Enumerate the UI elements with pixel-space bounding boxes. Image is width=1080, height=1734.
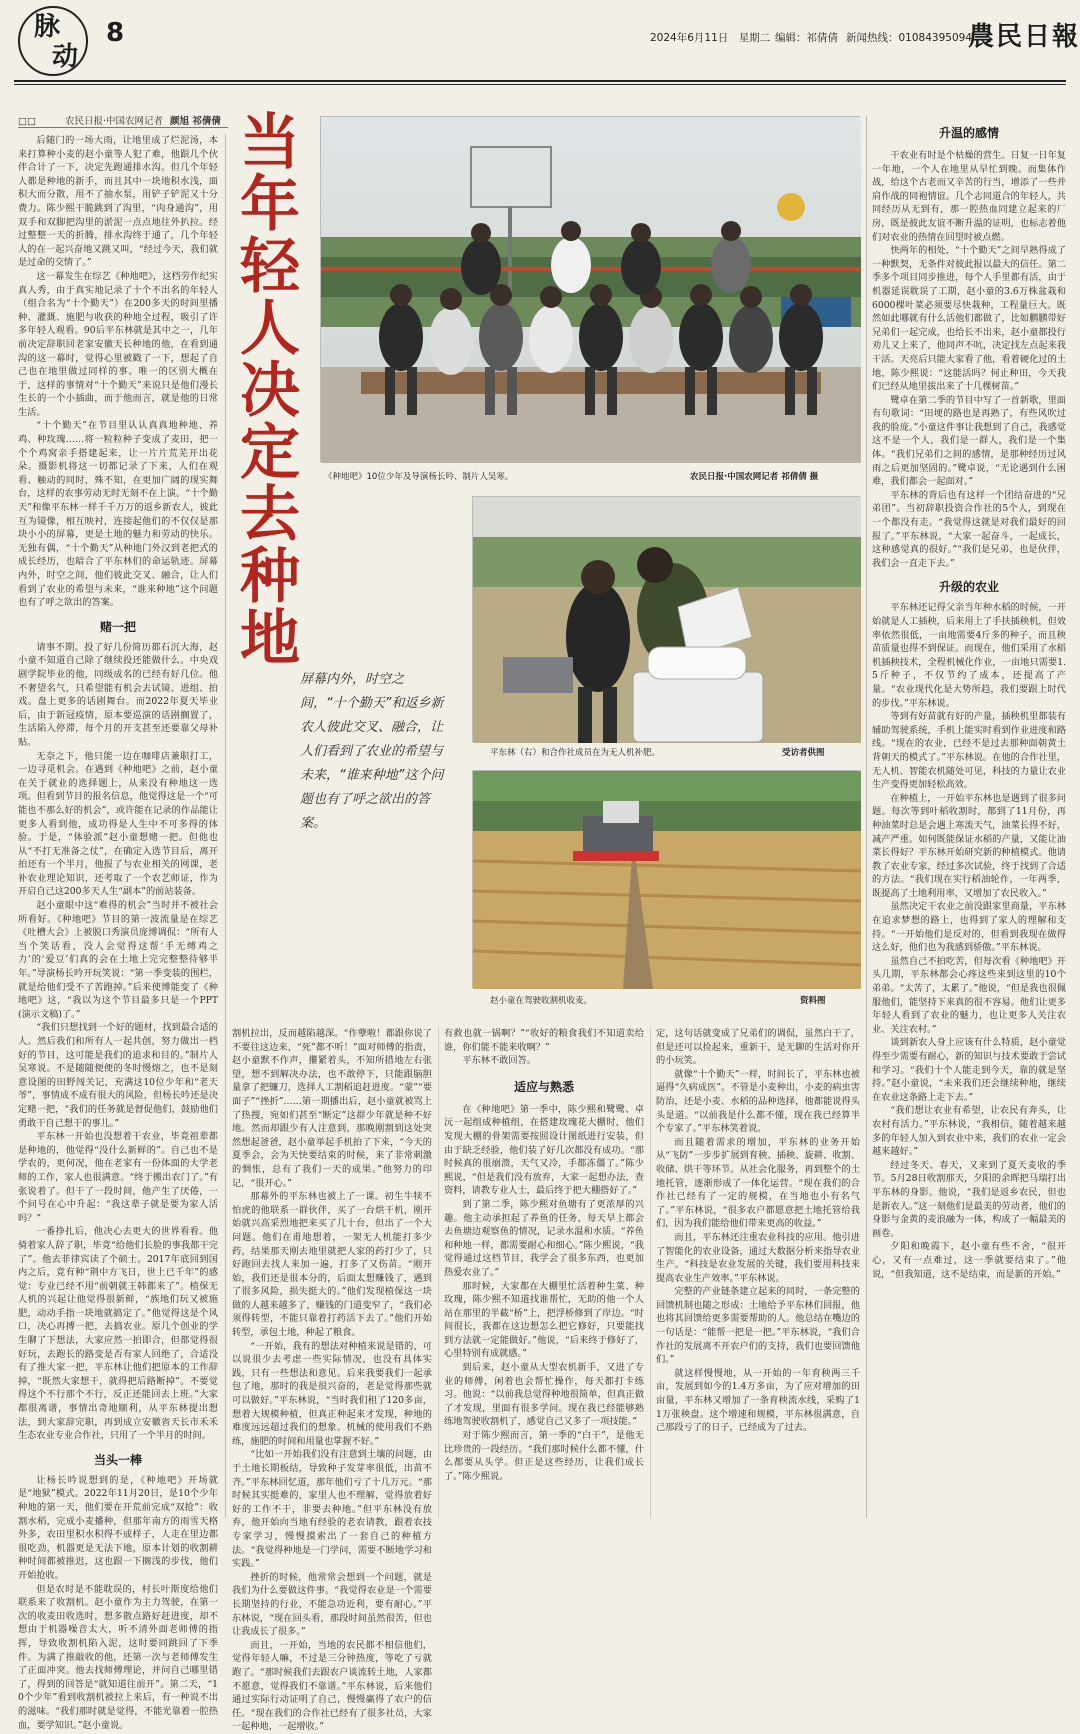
col1-p11: 但是农时是不能耽误的，村长叶斯度给他们联系来了收割机。赵小童作为主力驾驶，在第一次的收麦田收选时，想多散点路好赶进度，却不想由于机器噪音太大，听不清外面老师傅的指挥，导致收割机陷入泥，这时要同跳回了下季件。为满了推敲收的他，还第一次与老师傅发生了正面冲突。他去找师傅理论，并问自己哪里错了，得到的回答是“就知道往前开”。第二天，“10个少年”看到收割机被拉上来后，有一种说不出的滋味。“我们那时就是觉得，不能光靠着一腔热血，要学知识。”赵小童说。 [18, 1583, 218, 1731]
col5-p7: 在种植上，一开始平东林也是遇到了很多问题。每次等到叶稻收割时，都到了11月份，再种油菜时总是会遇上寒流天气，油菜长得不好，减产严重。如何既能保证水稻的产量，又能让油菜长得好？平东林开始研究新的种植模式。他请教了农业专家，经过多次试验，终于找到了合适的方法。“我们现在实行稻油轮作，一年两季，既提高了土地利用率，又增加了农民收入。” [872, 792, 1066, 899]
col1-p5: 无奈之下，他只能一边在咖啡店兼职打工，一边寻觅机会。在遇到《种地吧》之前，赵小童在关于就业的选择题上，从来没有种地这一选项。但看到节目的报名信息，他觉得这是一个“可能也不那么好的机会”，或许能在记录的作品能让更多人看到他，成功得是人生中不可多得的体验。于是，“体验派”赵小童想赌一把。但他也从“不打无准备之仗”，在确定入选节目后，离开拍还有一个半月，他报了与农业相关的网课，老补农业理论知识，还考取了一个农艺师证，作为开启自己这200多天人生“副本”的前站装备。 [18, 750, 218, 898]
col4-p1: 定，这句话就变成了兄弟们的调侃，虽然白干了，但是还可以捡起来，重新干，是无聊的生活对你开的小玩笑。 [656, 1028, 860, 1067]
headline: 当年轻人决定去种地 [230, 110, 300, 668]
byline-text: 农民日报·中国农网记者 [64, 116, 164, 127]
page-number: 8 [106, 18, 125, 48]
group-photo-credit: 农民日报·中国农网记者 祁倩倩 摄 [690, 472, 819, 482]
editor-name: 编辑：祁倩倩 [775, 32, 838, 44]
header-rule-thin [14, 84, 1066, 85]
group-photo-image [321, 117, 861, 463]
section-char-2: 动 [52, 42, 79, 72]
byline-names: 颜旭 祁倩倩 [170, 116, 221, 127]
header-rule [14, 80, 1066, 82]
column-divider-1 [225, 134, 226, 1518]
col3-p7: 对于陈少熙而言，第一季的“白干”，是他无比珍贵的一段经历。“我们那时候什么都不懂，什么都要从头学。但正是这些经历，让我们成长了。”陈少熙说。 [444, 1430, 644, 1482]
group-photo-caption: 《种地吧》10位少年及导演杨长吟、制片人吴寒。 [324, 472, 514, 482]
column-4 [656, 1027, 860, 1518]
col5-p8: 虽然决定干农业之前没跟家里商量，平东林在追求梦想的路上，也得到了家人的理解和支持。“一开始他们是反对的，但看到我现在做得这么好，他们也为我感到骄傲。”平东林说。 [872, 901, 1066, 954]
byline-prefix: □□ [18, 116, 36, 127]
news-hotline: 新闻热线：01084395094 [846, 32, 972, 44]
col3-p4: 到了第二季，陈少熙对鱼塘有了更浓厚的兴趣。他主动承担起了养鱼的任务，每天早上都会去鱼塘边观察鱼的情况，记录水温和水质。“养鱼和种地一样，都需要耐心和细心。”陈少熙说，“我觉得通过这档节目，我学会了很多东西，也更加热爱农业了。” [444, 1198, 644, 1278]
col2-p4: “比如一开始我们没有注意到土壤的问题，由于土地长期板结，导致种子发芽率很低，出苗不齐。”平东林回忆道，那年他们亏了十几万元。“那时候其实挺难的，家里人也不理解，觉得放着好好的工作不干，非要去种地。”但平东林没有放弃，他开始向当地有经验的老农请教，跟着农技专家学习，慢慢摸索出了一套自己的种植方法。“我觉得种地是一门学问，需要不断地学习和实践。” [232, 1449, 432, 1570]
drone-photo-credit: 受访者供图 [782, 748, 825, 758]
column-2 [232, 1027, 432, 1733]
col4-p6: 就这样慢慢地，从一开始的一年育秧两三千亩，发展到如今的1.4万多亩，为了应对增加的田亩量，平东林又增加了一条育秧流水线，采购了11万张秧盘。这个增速和规模，平东林很满意，自己那段亏了的日子，已经成为了过去。 [656, 1367, 860, 1434]
col5-p13: 夕阳和晚霞下，赵小童有些不舍，“很开心，又有一点难过，这一季就要结束了。”他说，“但我知道，这不是结束，而是新的开始。” [872, 1241, 1066, 1280]
byline-rule [18, 127, 228, 128]
col2-p3: “一开始，我有的想法对种植来说是错的，可以说很少去考虑一些实际情况，也没有具体实践，只有一些想法和意见。后来我要我们一起承包了地，那时的我是很兴奋的，老是觉得那些就可以做好。”平东林说，“当时我们租了120多亩，想着大规模种植，但真正种起来才发现，种地的难度远远超过我们的想象。机械的使用我们不熟练，施肥的时间和用量也掌握不好。” [232, 1340, 432, 1447]
column-divider-5 [866, 116, 867, 1518]
col1-p4: 请事不期。投了好几份简历都石沉大海，赵小童不知道自己除了继续投还能做什么。中央戏剧学院毕业的他，同级成名的已经有好几位。他不奢望名气，只希望能有机会去试镜、进组、拍戏。盘上更多的话剧舞台。而2022年夏天毕业后，由于新冠疫情，原本要巡演的话剧搁置了，生活陷入停滞，每个月的开支甚至还要靠父母补贴。 [18, 641, 218, 748]
col5-subhead-1: 升温的感情 [938, 126, 999, 140]
col3-p5: 那时候，大家都在大棚里忙活着种生菜、种玫瑰，陈少熙不知道找谁帮忙，无助的他一个人站在那里的半截“桥”上，把浮桥修到了岸边。“时间很长，我都在这边想怎么把它修好，只要能找到方法就一定能做好。”他说，“后来终于修好了，心里特别有成就感。” [444, 1280, 644, 1360]
harvest-photo-credit: 资料图 [800, 996, 826, 1006]
harvest-photo-image [473, 771, 861, 989]
col5-p11: “我们想让农业有希望，让农民有奔头，让农村有活力。”平东林说，“我相信，随着越来越多的年轻人加入到农业中来，我们的农业一定会越来越好。” [872, 1105, 1066, 1158]
col1-p7: “我们只想找到一个好的题材，找到最合适的人。然后我们和所有人一起共创，努力做出一档好的节目，这可能是我们的追求和目的。”制片人吴寒说。不是随随便便的冬时慢熔之，也不是刻意设图的田野闯关记，充满这10位少年和“老天爷”，事情成不成有很大的风险，但杨长吟还是决定赌一把，“我们的任务就是督促他们，鼓励他们勇敢干自己想干的事儿。” [18, 1022, 218, 1129]
col1-subhead-2: 当头一棒 [93, 1452, 142, 1467]
lead-paragraph: 屏幕内外，时空之间，“十个勤天”和返乡新农人彼此交叉、融合，让人们看到了农业的希望与未来，“谁来种地”这个问题也有了呼之欲出的答案。 [300, 672, 444, 831]
section-char-1: 脉 [34, 12, 61, 42]
col4-p2: 就像“十个勤天”一样，时间长了，平东林也被逼得“久病成医”。不管是小麦种出，小麦的病虫害防治，还是小麦、水稻的品种选择，他都能说得头头是道。“以前我是什么都不懂，现在我已经算半个专家了。”平东林笑着说。 [656, 1068, 860, 1135]
col5-p4: 平东林的背后也有这样一个团结奋进的“兄弟团”。当初辞职投资合作社的5个人，到现在一个都没有走。“我觉得这就是对我们最好的回报了。”平东林说，“大家一起奋斗，一起成长，这种感觉真的很好。”“我们是兄弟，也是伙伴，我们会一直走下去。” [872, 489, 1066, 569]
column-5 [872, 122, 1066, 1518]
col5-p5: 平东林还记得父亲当年种水稻的时候，一开始就是人工插秧，后来用上了手扶插秧机，但效率依然很低，一亩地需要4斤多的种子，而且秧苗质量也得不到保证。而现在，他们采用了水稻机插秧技术，全程机械化作业，一亩地只需要1.5斤种子，不仅节约了成本，还提高了产量。“农业现代化是大势所趋，我们要跟上时代的步伐。”平东林说。 [872, 602, 1066, 709]
column-3 [444, 1027, 644, 1518]
col5-p1: 干农业有时是个枯燥的营生。日复一日年复一年地，一个人在地里从早忙到晚。而集体作战，给这个古老而又辛苦的行当，增添了一些并肩作战的同袍情谊。几个志同道合的年轻人，共同经历从无到有，那一腔热血同建立起来的厂房，既是彼此友谊不断升温的证明，也标志着他们对农业的热情在回望时被点燃。 [872, 150, 1066, 243]
col5-p3: 鹭卓在第二季的节目中写了一首新歌，里面有句歌词：“田埂的路也是再熟了，有些风吹过我的脸庞。”小童这件事让我想到了自己，我感觉这不是一个人，我们是一群人，我们是一个集体。“我们兄弟们之间的感情，是那种经历过风雨之后更加坚固的。”鹭卓说，“无论遇到什么困难，我们都会一起面对。” [872, 394, 1066, 488]
col1-p9: 一番挣扎后，他决心去更大的世界看看。他骑着家人辞了职，毕竟“给他们长脸的事我都干完了”。他去菲律宾读了个硕士。2017年底回到国内之后，竟有种“荆中方飞日，世上已千年”的感觉：专业已经不用“前朝就王韩都来了”。植保无人机的兴起让他觉得很新鲜，“族地们玩又被施肥，动动手指一块地就搞定了。”他觉得这是个风口，决心再搏一把，去搞农业。原几个创业的学生聊了下想法，大家应然一拍即合，但都觉得很好玩，去跑长的路变是否有家人回绝了，合适没有了推大家一把，平东林让他们把原本的工作辞掉，“既然大家想干，就得把后路断掉”。不要觉得这个不行那个不行，反正还能回去上班。”大家都很离谱，事情出奇地顺利，从平东林提出想法，到大家辞完职，再到成立安徽省天长市禾禾生态农业专业合作社，只用了一个半月的时间。 [18, 1226, 218, 1442]
col3-p3: 在《种地吧》第一季中，陈少熙和鹭鹭、卓沅一起组成种植组，在搭建玫瑰花大棚时，他们发现大棚的骨架需要按照设计图纸进行安装，但由于缺乏经验，他们装了好几次都没有成功。“那时候真的很崩溃，天气又冷，手都冻僵了。”陈少熙说，“但是我们没有放弃，大家一起想办法，查资料，请教专业人士，最后终于把大棚搭好了。” [444, 1103, 644, 1197]
issue-date: 2024年6月11日 星期二 [650, 32, 771, 44]
col3-p2: 平东林不敢回答。 [462, 1055, 536, 1067]
drone-photo-caption: 平东林（右）和合作社成员在为无人机补肥。 [490, 748, 661, 758]
group-photo [320, 116, 860, 462]
harvest-photo-caption: 赵小童在驾驶收割机收麦。 [490, 996, 593, 1006]
column-divider-2 [438, 1027, 439, 1518]
drone-photo-image [473, 497, 861, 743]
byline [18, 113, 228, 127]
col5-subhead-2: 升级的农业 [938, 580, 999, 595]
col5-p10: 谈到新农人身上应该有什么特质，赵小童觉得至少需要有耐心，新的知识与技术要敢于尝试和学习。“我们十个人能走到今天，靠的就是坚持。”赵小童说，“未来我们还会继续种地，继续在农业这条路上走下去。” [872, 1037, 1066, 1103]
col3-p1: 有救也就一锅啊？”“收好的粮食我们不知道卖给谁，你们能不能来收啊？” [444, 1028, 644, 1053]
harvest-photo [472, 770, 860, 988]
col5-p2: 快两年的相处，“十个勤天”之间早熟得成了一种默契，无条件对彼此报以最大的信任。第二季多个项目同步推进，每个人手里都有活，由于机器延误耽误了工期，赵小童的3.6万株盆栽和6000棵叶菜必须要尽快栽种，工程量巨大。既然如此哪就有什么活他们都做了，比如鹏鹏带好兄弟们一起完成，也给长不出来，赵小童都投行劝儿又上来了，他同声不吭，决定找左点起来我干活。天亮后只能大家看了他，看着硬化过的土地，陈少熙说：“这能活吗？何止种田，今天我们已经从地里拔出来了十几棵树苗。” [872, 245, 1066, 393]
masthead-logo: 農民日報 [968, 22, 1080, 52]
col4-p3: 而且随着需求的增加，平东林的业务开始从“飞防”一步步扩展到育秧、插秧、旋耕、收割、收储、烘干等环节。从社会化服务，再到整个的土地托管，逐渐形成了一体化运营。“现在我们的合作社已经有了一定的规模，在当地也小有名气了。”平东林说，“很多农户都愿意把土地托管给我们，因为我们能给他们带来更高的收益。” [656, 1136, 860, 1230]
column-1 [18, 134, 218, 1731]
col5-p6: 等到有好苗就有好的产量，插秧机里都装有辅助驾驶系统，手机上能实时看到作业进度和路线。“现在的农业，已经不是过去那种面朝黄土背朝天的模式了。”平东林说。在他的合作社里，无人机、智能农机随处可见，科技的力量让农业生产变得更加轻松高效。 [872, 711, 1066, 791]
col1-p6: 赵小童眼中这“难得的机会”当时并不被社会所看好。《种地吧》节目的第一波流量是在综艺《吐槽大会》上被脱口秀演员庞博调侃：“所有人当个笑话看，没人会觉得这帮‘手无缚鸡之力’的‘爱豆’们真的会在土地上完完整整待够半年。”导演杨长吟开玩笑说：“第一季变装的围栏，就是给他们受不了苦跑掉。”后来使博能变了《种地吧》这，“我以为这个节目最多只是一个PPT(演示文稿)了。” [18, 900, 218, 1020]
col4-p4: 而且，平东林还注重农业科技的应用。他引进了智能化的农业设备，通过大数据分析来指导农业生产。“科技是农业发展的关键，我们要用科技来提高农业生产效率。”平东林说。 [656, 1231, 860, 1284]
col1-p3: “十个勤天”在节目里认认真真地种地、养鸡、种玫瑰……将一粒粒种子变成了麦田，把一个个鸡窝亲手搭建起来，让一片片荒芜开出花朵。摄影机将这一切都记录了下来，人们在观看、触动的同时，殊不知，在更加广阔的现实舞台，这样的农事劳动无时无刻不在上演。“十个勤天”和像平东林一样千千万万的返乡新农人，彼此互为镜像，相互映衬，连接起他们的不仅仅是那块小小的屏幕，更是土地的魅力和劳动的快乐。无独有偶，“十个勤天”从种地门外汉到老把式的成长经历，也暗合了平东林们的命运轨迹。屏幕内外，时空之间，他们彼此交叉、融合，让人们看到了农业的希望与未来，“谁来种地”这个问题也有了呼之欲出的答案。 [18, 420, 218, 609]
col2-p1: 割机拉出，反而越陷越深。“作孽啦！都跟你说了不要往这边来，“死”都不听！”面对师傅的指责，赵小童默不作声，攥紧着头，不知所措地左右张望，想不到解决办法，也不敢停下，只能跟脑胆量拿了把镰刀，选择人工割稻追赶进度。“蒙”“要面子”“挫折”……第一期播出后，赵小童就被骂上了热搜，宛如们甚至“断定”这群少年就是种不好地。然而却跟少有人注意到，那晚刚割到这处突然想起爸爸，赵小童举起手机拍了下来，“今天的夏季会，会为天快要结束的时候，来了非常刺激的惆怅，总有了我们一天的成果。”他努力的印记，“很开心。” [232, 1028, 432, 1189]
col4-p5: 完整的产业链条建立起来的同时，一条完整的回馈机制也随之形成：土地给予平东林们回报，他也将其回馈给更多需要帮助的人。他总结在嘴边的一句话是：“能帮一把是一把。”平东林说，“我们合作社的发展离不开农户们的支持，我们也要回馈他们。” [656, 1286, 860, 1366]
col1-p2: 这一幕发生在综艺《种地吧》，这档劳作纪实真人秀，由于真实地记录了十个不出名的年轻人（组合名为“十个勤天”）在200多天的时间里播种、灌溉、施肥与收获的种地全过程，吸引了许多年轻人观看。90后平东林就是其中之一，几年前决定辞职回老家安徽天长种地的他，在看到通沟的这一幕时，觉得心里被戳了一下，想起了自己也在地里做过同样的事。唯一的区别大概在于，这样的事情对“十个勤天”来说只是他们漫长生长的一个小插曲，而于他而言，就是他的日常生活。 [18, 270, 218, 418]
col5-p12: 经过冬天、春天，又来到了夏天麦收的季节。5月28日收割那天，夕阳的余晖把马瑞打出平东林的身影。他说，“我们是返乡农民，但也是新农人。”这一刻他们是最美的劳动者，他们的身影与金黄的麦浪融为一体，构成了一幅最美的画卷。 [872, 1159, 1066, 1239]
col3-subhead-1: 适应与熟悉 [513, 1079, 574, 1094]
col1-subhead-1: 赌一把 [99, 619, 136, 634]
col3-p6: 到后来，赵小童从大型农机新手，又进了专业的师傅，闲着也会帮忙操作，每天都打卡练习。他说：“以前我总觉得种地很简单，但真正做了才发现，里面有很多学问。现在我已经能够熟练地驾驶收割机了，感觉自己又多了一项技能。” [444, 1362, 644, 1428]
col1-p10: 让杨长吟说想到的是，《种地吧》开场就是“地狱”模式。2022年11月20日，是10个少年种地的第一天，他们要在开荒前完成“双抢”：收割水稻，完成小麦播种，但那年南方的雨雪天格外多，农田里积水积得不成样子，人走在里边都很吃劲，机器更是无法下地，原本计划的收割耕种时间都被推迟，这也跟一下搁浅的步伐，他们开始抢收。 [18, 1474, 218, 1581]
col1-p8: 平东林一开始也没想着干农业，毕竟祖辈都是种地的，他觉得“没什么新鲜的”。自己也不是学农的，更何况，他在老家有一份体面的大学老师的工作，家人也很满意。“终于搬出农门了。”有张说着了。但干了一段时间，他产生了厌倦，一个问号在心中升起：“我这辈子就是要为家人活吗？” [18, 1131, 218, 1224]
col2-p6: 而且，一开始，当地的农民都不相信他们，觉得年轻人嘛，不过是三分钟热度，等吃了亏就跑了。“那时候我们去跟农户谈流转土地，人家都不愿意，觉得我们不靠谱。”平东林说，后来他们通过实际行动证明了自己，慢慢赢得了农户的信任。“现在我们的合作社已经有了很多社员，大家一起种地，一起增收。” [232, 1639, 432, 1733]
col2-p2: 那幕外的平东林也被上了一课。初生牛犊不怕虎的他联系一群伙伴，买了一台烘干机，刚开始就兴高采烈地把来买了几十台，但出了一个大问题。他们在甫地想着，一架无人机能打多少药，结果那天刚去地里就把人家的药打少了，只好跑回去找人来加一遍，打多了又伤苗。“刚开始，我们还是很本分的，后面太想赚钱了，遇到了很多风险，损失挺大的。”他们发现植保这一块做的人越来越多了，赚钱的门道变窄了，“我们必须得转型，不能只靠着打药活下去了。”他们开始转型，承包土地，种起了粮食。 [232, 1191, 432, 1339]
col5-p9: 虽然自己不拍吃苦，但每次看《种地吧》开头几期，平东林都会心疼这些来到这里的10个弟弟。“太苦了，太累了。”他说，“但是我也很佩服他们，能坚持下来真的很不容易。他们让更多年轻人看到了农业的魅力，也让更多人关注农业、关注农村。” [872, 955, 1066, 1035]
col1-p1: 后随门的一场大雨，让地里成了烂泥汤，本来打算种小麦的赵小童等人犯了难，他跟几个伙伴合计了一下，决定先跑通排水沟。但几个年轻人都是种地的新手，而且其中一块地积水浅，面积大而分散，用不了抽水泵，用铲子铲泥又十分费力。陈少熙干脆跳到了沟里，“肉身通沟”，用双手和双脚把沟里的淤泥一点点地往外扒拉。经过整整一天的折腾，排水沟终于通了，几个年轻人的在一起兴奋地又跳又叫，“经过今天，我们就是过命的交情了。” [18, 135, 218, 269]
drone-photo [472, 496, 860, 742]
col2-p5: 挫折的时候，他常常会想到一个问题，就是我们为什么要做这件事。“我觉得农业是一个需要长期坚持的行业，不能急功近利，要有耐心。”平东林说，“现在回头看，那段时间虽然很苦，但也让我成长了很多。” [232, 1571, 432, 1638]
column-divider-3 [650, 1027, 651, 1518]
